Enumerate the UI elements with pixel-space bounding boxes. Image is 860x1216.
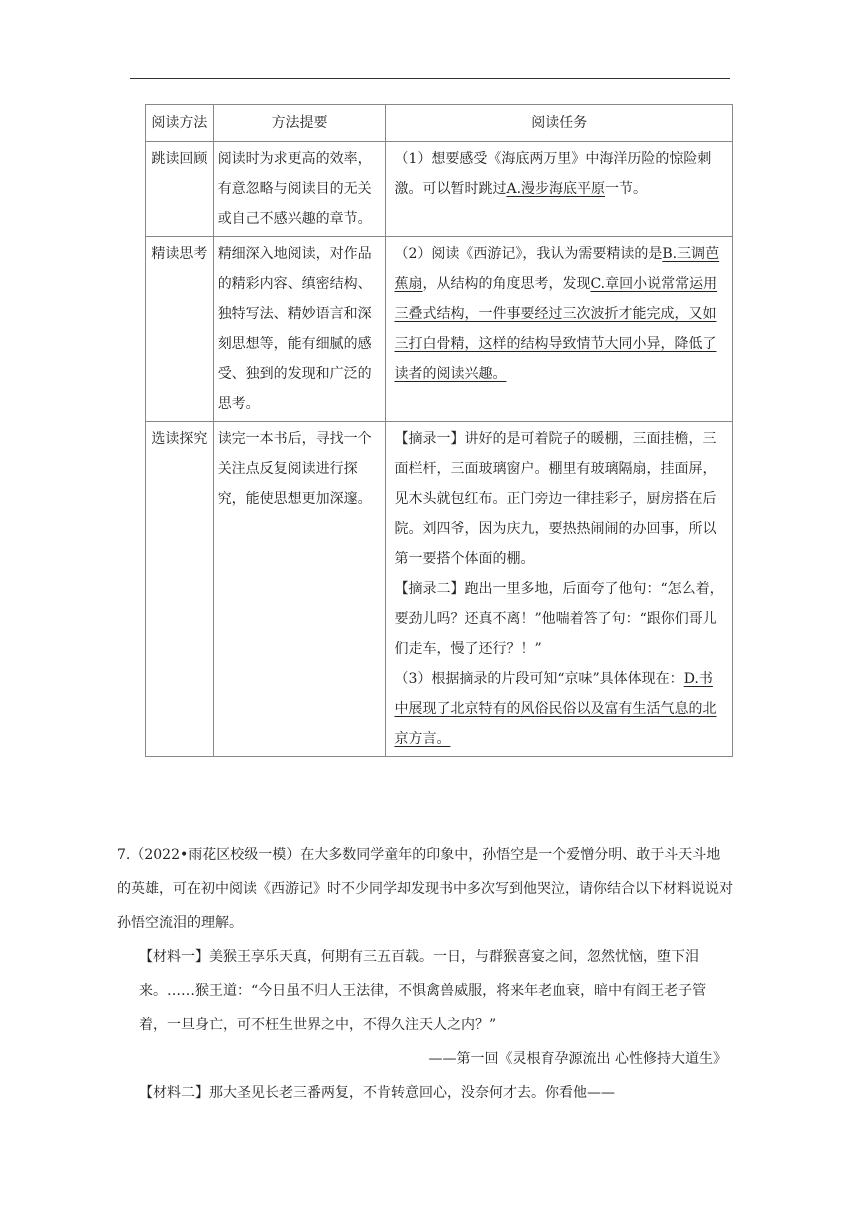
answer-text: C.章回小说常常运用三叠式结构，一件事要经过三次波折才能完成，又如三打白骨精，这样的结构导致情节大同小异，降低了读者的阅读兴趣。	[394, 276, 718, 382]
excerpt-one	[394, 424, 726, 574]
task-cell	[386, 422, 733, 757]
header-rule	[130, 78, 730, 79]
task-text: （1）想要感受《海底两万里》中海洋历险的惊险刺激。可以暂时跳过	[394, 151, 712, 197]
excerpt-text: 跑出一里多地，后面夸了他句：“怎么着，要劲儿吗？还真不离！”他喘着答了句：“跟你们哥儿们走车，慢了还行？！”	[394, 581, 724, 657]
material-label: 【材料一】	[139, 949, 209, 965]
task-text: ，从结构的角度思考，发现	[422, 276, 591, 292]
table-row	[146, 142, 733, 237]
summary-text: 精细深入地阅读，对作品的精彩内容、缜密结构、独特写法、精妙语言和深刻思想等，能有细腻的感受、独到的发现和广泛的思考。	[217, 246, 372, 412]
table-header-row	[146, 105, 733, 142]
material-label: 【材料二】	[139, 1085, 209, 1101]
header-task: 阅读任务	[386, 105, 733, 142]
task-text: 一节。	[605, 181, 648, 197]
question-three	[394, 664, 726, 754]
summary-cell	[213, 142, 386, 237]
table-row	[146, 237, 733, 422]
material-one	[117, 940, 733, 1042]
material-text: 那大圣见长老三番两复，不肯转意回心，没奈何才去。你看他——	[209, 1085, 615, 1101]
summary-text: 阅读时为求更高的效率，有意忽略与阅读目的无关或自己不感兴趣的章节。	[217, 151, 372, 227]
summary-text: 读完一本书后，寻找一个关注点反复阅读进行探究，能使思想更加深邃。	[217, 431, 372, 507]
material-text: 美猴王享乐天真，何期有三五百载。一日，与群猴喜宴之间，忽然忧恼，堕下泪来。……猴王道：“今日虽不归人王法律，不惧禽兽威服，将来年老血衰，暗中有阎王老子管着，一旦身亡，可不枉生世界之中，不得久注天人之内？”	[139, 949, 707, 1033]
material-two	[117, 1076, 733, 1110]
task-cell	[386, 142, 733, 237]
summary-cell	[213, 237, 386, 422]
answer-text: A.漫步海底平原	[506, 181, 606, 197]
question-stem: 7.（2022•雨花区校级一模）在大多数同学童年的印象中，孙悟空是一个爱憎分明、敢于斗天斗地的英雄，可在初中阅读《西游记》时不少同学却发现书中多次写到他哭泣，请你结合以下材料说说对孙悟空流泪的理解。	[117, 847, 733, 931]
question-7	[117, 838, 733, 1110]
excerpt-label: 【摘录二】	[394, 581, 465, 597]
header-method: 阅读方法	[146, 105, 214, 142]
reading-methods-table	[145, 104, 733, 757]
table-row	[146, 422, 733, 757]
excerpt-text: 讲好的是可着院子的暖棚，三面挂檐，三面栏杆，三面玻璃窗户。棚里有玻璃隔扇，挂面屏，见木头就包红布。正门旁边一律挂彩子，厨房搭在后院。刘四爷，因为庆九，要热热闹闹的办回事，所以第一要搭个体面的棚。	[394, 431, 717, 567]
excerpt-label: 【摘录一】	[394, 431, 465, 447]
answer-text: D.书中展现了北京特有的风俗民俗以及富有生活气息的北京方言。	[394, 671, 717, 747]
summary-cell	[213, 422, 386, 757]
task-cell	[386, 237, 733, 422]
task-text: （3）根据摘录的片段可知“京味”具体体现在：	[394, 671, 684, 687]
material-source: ——第一回《灵根育孕源流出 心性修持大道生》	[428, 1051, 727, 1067]
method-cell: 选读探究	[146, 422, 214, 757]
method-cell: 精读思考	[146, 237, 214, 422]
method-cell: 跳读回顾	[146, 142, 214, 237]
task-text: （2）阅读《西游记》，我认为需要精读的是	[394, 246, 663, 262]
excerpt-two	[394, 574, 726, 664]
answer-text: B.三调芭蕉扇	[394, 246, 720, 292]
header-summary: 方法提要	[213, 105, 386, 142]
